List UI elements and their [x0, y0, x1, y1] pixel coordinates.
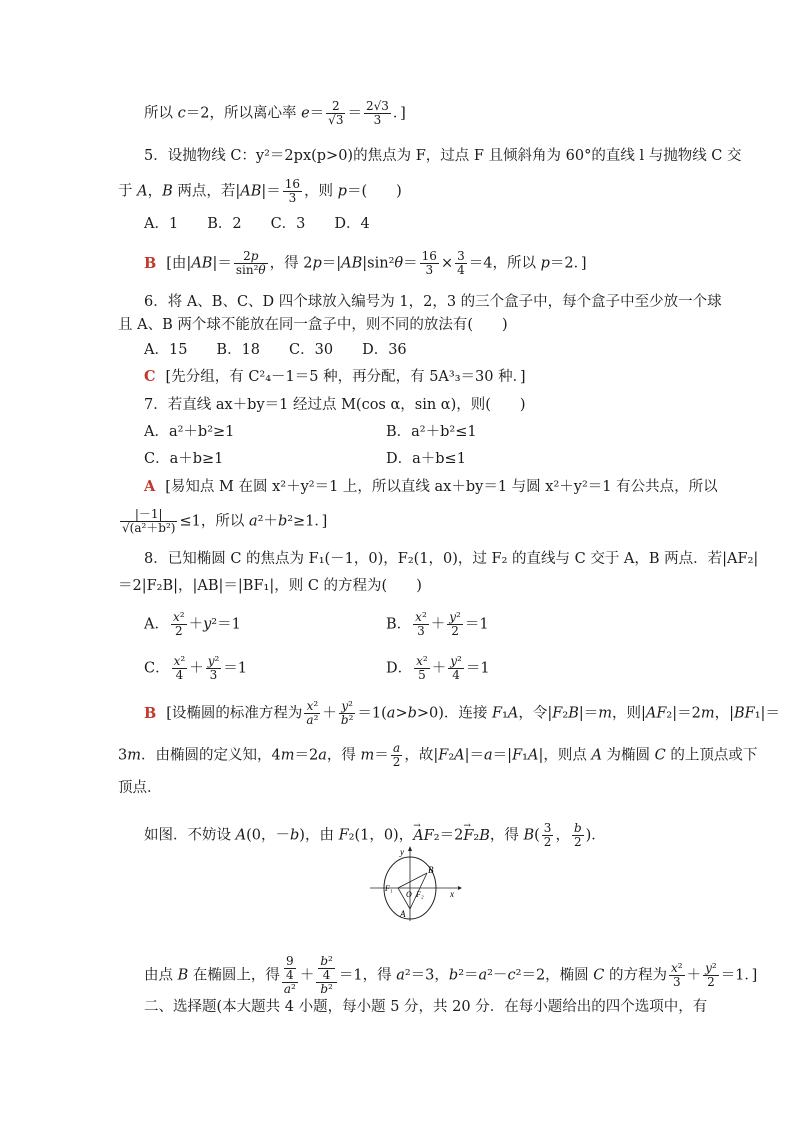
q8-solution-1: B [设椭圆的标准方程为 $\frac{\text{x²}}{\text{a²}}$ ＋ $\frac{\text{y²}}{\text{b²}}$ ＝1(a>b>0)．连接 F₁A，令|F₂B|＝m，则|AF₂|＝2m，|BF₁|＝ — [144, 699, 780, 727]
section-2-heading: 二、选择题(本大题共 4 小题，每小题 5 分，共 20 分．在每小题给出的四个选项中，有 — [144, 999, 708, 1015]
q8-option-a: A． $\frac{\text{x²}}{2}$ ＋y²＝1 — [144, 610, 241, 638]
q7-solution-b: $\frac{|-1|}{\text{√(a²＋b²)}}$ ≤1，所以 a²＋b²≥1．] — [122, 507, 328, 535]
q6-stem-a: 6．将 A、B、C、D 四个球放入编号为 1，2，3 的三个盒子中，每个盒子中至少放一个球 — [144, 294, 722, 310]
fig-label-b: B — [428, 865, 434, 875]
q5-stem-b: 于 A，B 两点，若|AB|＝ $\frac{16}{3}$ ，则 p＝( ) — [118, 177, 402, 205]
fig-label-f2: F₂ — [416, 890, 424, 899]
q8-stem-a: 8．已知椭圆 C 的焦点为 F₁(－1，0)，F₂(1，0)，过 F₂ 的直线与 C 交于 A，B 两点．若|AF₂| — [144, 551, 759, 567]
q8-option-c: C． $\frac{\text{x²}}{4}$ ＋ $\frac{\text{y²}}{3}$ ＝1 — [144, 654, 248, 682]
q7-answer: A — [144, 478, 156, 495]
q5-solution: B [由|AB|＝ $\frac{2p}{\text{sin²θ}}$ ，得 2p＝|AB|sin²θ＝ $\frac{16}{3}$ × $\frac{3}{4}$ ＝4，所以 p＝2．] — [144, 249, 587, 277]
q5-answer: B — [144, 254, 157, 272]
fig-label-f1: F₁ — [385, 884, 393, 893]
q7-option-a: A．a²＋b²≥1 — [144, 424, 235, 440]
q7-solution-a: A [易知点 M 在圆 x²＋y²＝1 上，所以直线 ax＋by＝1 与圆 x²＋y²＝1 有公共点，所以 — [144, 478, 718, 495]
q8-answer: B — [144, 704, 157, 722]
ellipse-figure — [370, 845, 462, 923]
q7-stem: 7．若直线 ax＋by＝1 经过点 M(cos α，sin α)，则( ) — [144, 397, 526, 413]
q8-solution-5: 由点 B 在椭圆上，得 $\frac{\frac{9}{4}}{\text{a²}}$ ＋ $\frac{\frac{\text{b²}}{4}}{\text{b²}}$ ＝1，得 a²＝3，b²＝a²－c²＝2，椭圆 C 的方程为 $\frac{\text{x²}}{3}$ ＋ $\frac{\text{y²}}{2}$ ＝1．] — [144, 954, 758, 996]
q8-solution-2: 3m．由椭圆的定义知，4m＝2a，得 m＝ $\frac{a}{2}$ ，故|F₂A|＝a＝|F₁A|，则点 A 为椭圆 C 的上顶点或下 — [118, 741, 758, 769]
fig-label-a: A — [400, 909, 406, 919]
q7-option-b: B．a²＋b²≤1 — [386, 424, 477, 440]
q8-stem-b: ＝2|F₂B|，|AB|＝|BF₁|，则 C 的方程为( ) — [118, 578, 422, 594]
fig-label-o: O — [406, 890, 412, 899]
q6-answer: C — [144, 368, 156, 385]
q6-solution: C [先分组，有 C²₄－1＝5 种，再分配，有 5A³₃＝30 种．] — [144, 368, 526, 385]
q8-solution-3: 顶点． — [118, 780, 162, 796]
q8-option-b: B． $\frac{\text{x²}}{3}$ ＋ $\frac{\text{y²}}{2}$ ＝1 — [386, 610, 489, 638]
q7-option-c: C．a＋b≥1 — [144, 451, 224, 467]
q6-stem-b: 且 A、B 两个球不能放在同一盒子中，则不同的放法有( ) — [118, 317, 508, 333]
q7-option-d: D．a＋b≤1 — [386, 451, 466, 467]
q5-options: A．1 B．2 C．3 D．4 — [144, 216, 370, 232]
q8-solution-4: 如图．不妨设 A(0，－b)，由 F₂(1，0)，→ AF₂＝2→ F₂B，得 B( $\frac{3}{2}$ ， $\frac{b}{2}$ )． — [144, 822, 606, 849]
q5-stem-a: 5．设抛物线 C：y²＝2px(p>0)的焦点为 F，过点 F 且倾斜角为 60°的直线 l 与抛物线 C 交 — [144, 148, 742, 164]
fig-label-x: x — [450, 889, 454, 899]
q8-option-d: D． $\frac{\text{x²}}{5}$ ＋ $\frac{\text{y²}}{4}$ ＝1 — [386, 654, 490, 682]
fig-label-y: y — [400, 847, 404, 857]
q6-options: A．15 B．18 C．30 D．36 — [144, 342, 407, 358]
line-eccentricity: 所以 c＝2，所以离心率 e＝ $\frac{2}{√3}$ ＝ $\frac{2√3}{3}$ ．] — [144, 99, 406, 127]
